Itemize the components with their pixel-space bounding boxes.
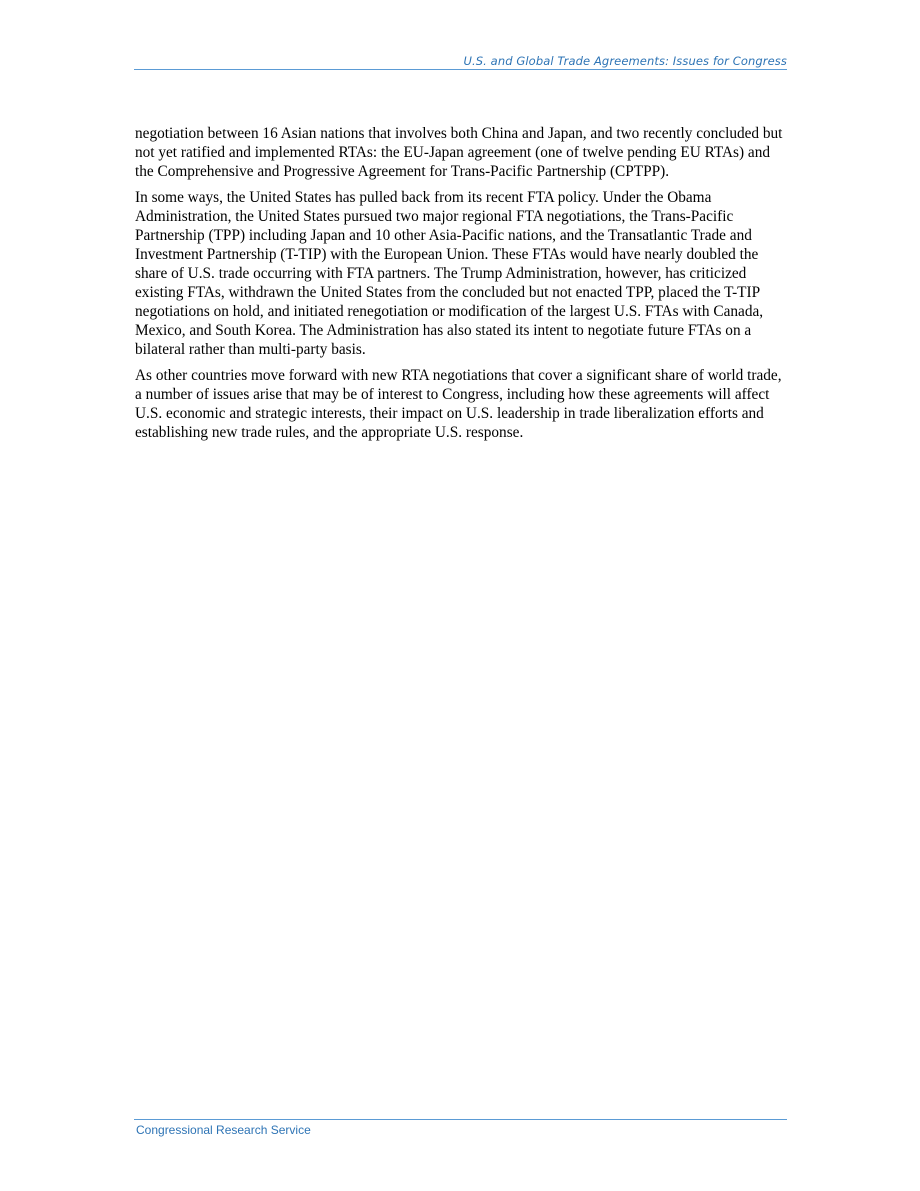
running-header-title: U.S. and Global Trade Agreements: Issues for Congress [463,54,787,68]
body-text [135,124,785,449]
body-paragraph-2: In some ways, the United States has pulled back from its recent FTA policy. Under the Obama Administration, the United States pursued two major regional FTA negotiations, the Trans-Pacific Partnership (TPP) including Japan and 10 other Asia-Pacific nations, and the Transatlantic Trade and Investment Partnership (T-TIP) with the European Union. These FTAs would have nearly doubled the share of U.S. trade occurring with FTA partners. The Trump Administration, however, has criticized existing FTAs, withdrawn the United States from the concluded but not enacted TPP, placed the T-TIP negotiations on hold, and initiated renegotiation or modification of the largest U.S. FTAs with Canada, Mexico, and South Korea. The Administration has also stated its intent to negotiate future FTAs on a bilateral rather than multi-party basis. [135,189,764,358]
footer-divider [134,1119,787,1120]
body-paragraph-3: As other countries move forward with new RTA negotiations that cover a significant share of world trade, a number of issues arise that may be of interest to Congress, including how these agreements will affect U.S. economic and strategic interests, their impact on U.S. leadership in trade liberalization efforts and establishing new trade rules, and the appropriate U.S. response. [135,367,782,441]
header-divider [134,69,787,70]
body-paragraph-1: negotiation between 16 Asian nations that involves both China and Japan, and two recently concluded but not yet ratified and implemented RTAs: the EU-Japan agreement (one of twelve pending EU RTAs) and the Comprehensive and Progressive Agreement for Trans-Pacific Partnership (CPTPP). [135,125,783,180]
running-footer-source: Congressional Research Service [136,1123,311,1137]
